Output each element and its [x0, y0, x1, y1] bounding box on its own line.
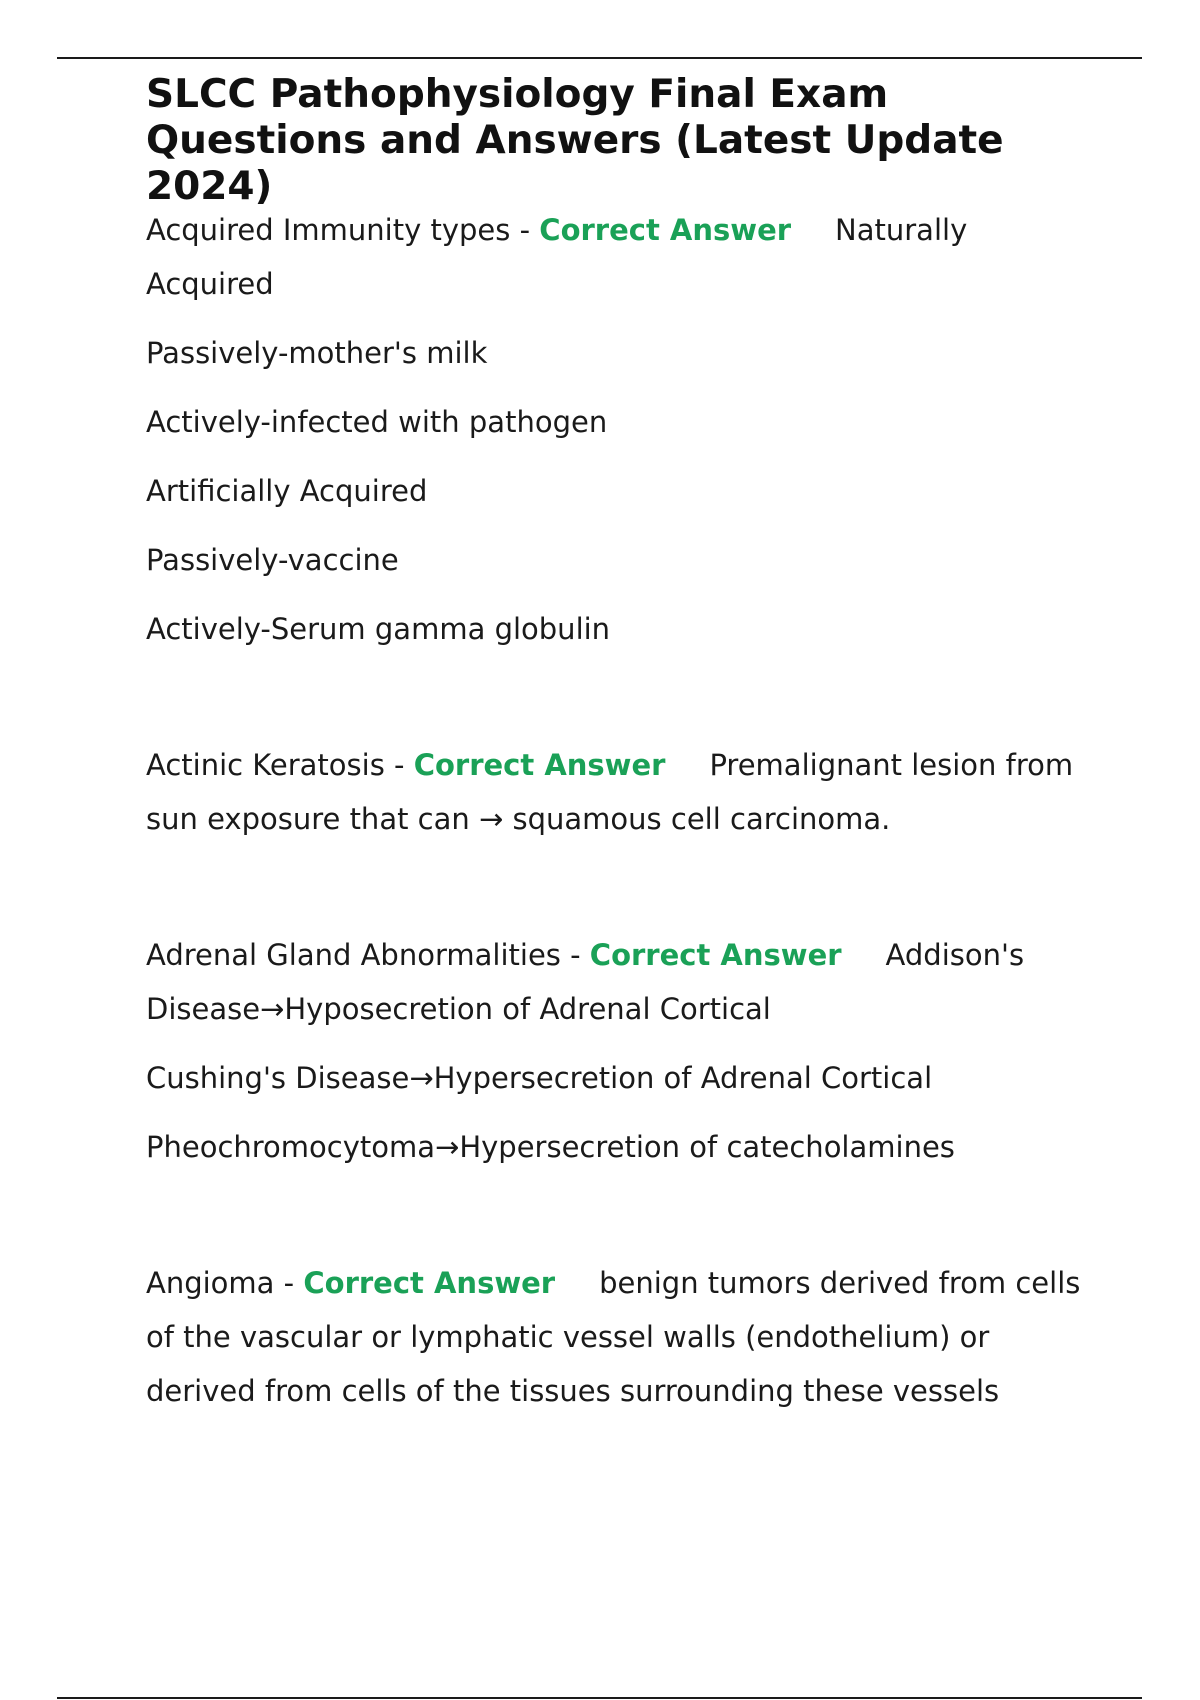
entry-term: Adrenal Gland Abnormalities -	[146, 938, 590, 972]
correct-answer-label: Correct Answer	[413, 748, 666, 782]
entry-question-line	[146, 928, 1086, 1036]
entry-answer-line: Passively-mother's milk	[146, 336, 488, 370]
qa-entry-adrenal-gland	[146, 928, 1086, 1174]
correct-answer-label: Correct Answer	[539, 213, 792, 247]
entry-term: Angioma -	[146, 1266, 304, 1300]
entry-spacer	[146, 671, 1086, 738]
entry-answer-line: Passively-vaccine	[146, 543, 399, 577]
qa-entry-angioma	[146, 1256, 1086, 1418]
entry-answer: Naturally Acquired	[146, 213, 968, 301]
page-title: SLCC Pathophysiology Final Exam Questions and Answers (Latest Update 2024)	[146, 72, 1004, 209]
correct-answer-label: Correct Answer	[589, 938, 842, 972]
entry-answer-line: Artificially Acquired	[146, 474, 428, 508]
entry-answer-line: Actively-Serum gamma globulin	[146, 612, 611, 646]
entry-term: Acquired Immunity types -	[146, 213, 540, 247]
entry-answer: benign tumors derived from cells of the vascular or lymphatic vessel walls (endothelium) or derived from cells of the tissues surrounding these vessels	[146, 1266, 1081, 1408]
correct-answer-label: Correct Answer	[303, 1266, 556, 1300]
entry-spacer	[146, 861, 1086, 928]
entry-answer-line: Cushing's Disease→Hypersecretion of Adrenal Cortical	[146, 1061, 933, 1095]
entry-answer-line: Pheochromocytoma→Hypersecretion of catecholamines	[146, 1130, 955, 1164]
top-rule	[57, 57, 1142, 59]
entry-question-line	[146, 203, 1086, 311]
bottom-rule	[57, 1697, 1142, 1699]
entry-answer-line: Actively-infected with pathogen	[146, 405, 608, 439]
qa-entry-acquired-immunity	[146, 203, 1086, 656]
entry-term: Actinic Keratosis -	[146, 748, 414, 782]
entry-answer: Addison's Disease→Hyposecretion of Adrenal Cortical	[146, 938, 1025, 1026]
qa-entry-actinic-keratosis	[146, 738, 1086, 846]
entry-question-line	[146, 738, 1086, 846]
document-body	[146, 72, 1086, 1433]
entry-spacer	[146, 1189, 1086, 1256]
entry-answer: Premalignant lesion from sun exposure that can → squamous cell carcinoma.	[146, 748, 1074, 836]
entry-question-line	[146, 1256, 1086, 1418]
